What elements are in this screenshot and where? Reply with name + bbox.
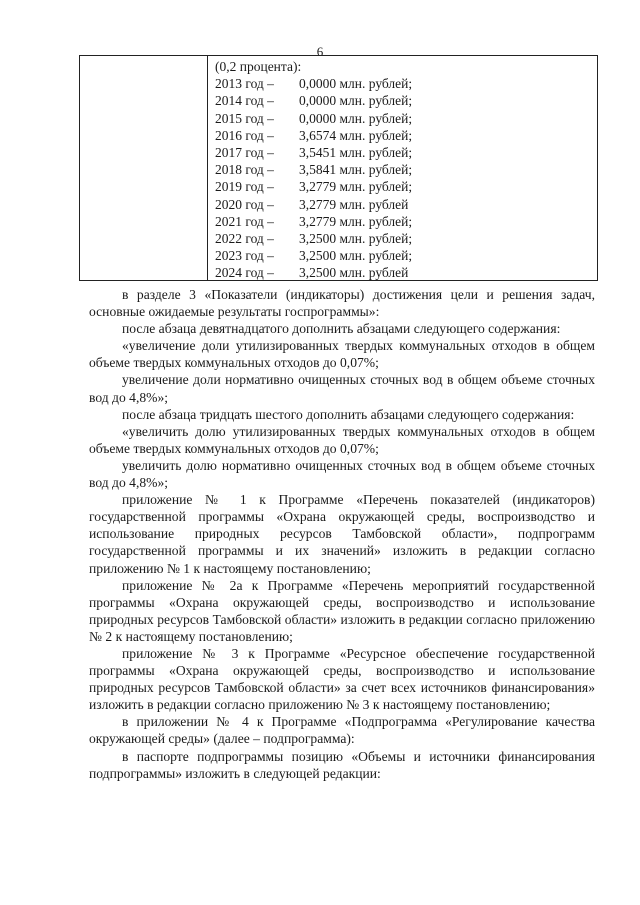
funding-row bbox=[215, 230, 412, 247]
funding-row-year: 2023 год – bbox=[215, 248, 274, 264]
funding-row-year: 2019 год – bbox=[215, 179, 274, 195]
body-paragraph: увеличить долю нормативно очищенных сточных вод в общем объеме сточных вод до 4,8%»; bbox=[89, 457, 595, 491]
table-column-divider bbox=[207, 56, 208, 280]
body-paragraph: в разделе 3 «Показатели (индикаторы) достижения цели и решения задач, основные ожидаемые результаты госпрограммы»: bbox=[89, 287, 595, 320]
funding-row-value: 3,2500 млн. рублей; bbox=[299, 248, 413, 264]
body-paragraph: увеличение доли нормативно очищенных сточных вод в общем объеме сточных вод до 4,8%»; bbox=[89, 372, 595, 405]
funding-row-year: 2013 год – bbox=[215, 76, 274, 92]
funding-row-year: 2020 год – bbox=[215, 196, 274, 212]
funding-table bbox=[79, 55, 598, 281]
funding-row bbox=[215, 247, 412, 264]
funding-row bbox=[215, 264, 412, 281]
funding-row-year: 2017 год – bbox=[215, 145, 274, 161]
page-number: 6 bbox=[316, 44, 324, 59]
document-body bbox=[89, 286, 595, 782]
body-paragraph: после абзаца тридцать шестого дополнить абзацами следующего содержания: bbox=[122, 406, 575, 422]
funding-row bbox=[215, 161, 412, 178]
body-paragraph: в приложении № 4 к Программе «Подпрограмма «Регулирование качества окружающей среды» (далее – подпрограмма): bbox=[89, 714, 595, 747]
funding-row-value: 3,2500 млн. рублей bbox=[299, 265, 409, 281]
body-paragraph: приложение № 2а к Программе «Перечень мероприятий государственной программы «Охрана окружающей среды, воспроизводство и использование природных ресурсов Тамбовской области» изложить в редакции согласно приложению № 2 к настоящему постановлению; bbox=[89, 577, 595, 644]
body-paragraph: «увеличить долю утилизированных твердых коммунальных отходов в общем объеме твердых коммунальных отходов до 0,07%; bbox=[89, 423, 595, 456]
funding-row-value: 3,2779 млн. рублей bbox=[299, 196, 409, 212]
funding-row bbox=[215, 144, 412, 161]
funding-row bbox=[215, 213, 412, 230]
funding-row-value: 0,0000 млн. рублей; bbox=[299, 93, 413, 109]
funding-row-value: 0,0000 млн. рублей; bbox=[299, 76, 413, 92]
funding-rows bbox=[215, 75, 412, 281]
funding-row-year: 2018 год – bbox=[215, 162, 274, 178]
funding-row-value: 0,0000 млн. рублей; bbox=[299, 110, 413, 126]
funding-row bbox=[215, 110, 412, 127]
body-paragraph: после абзаца девятнадцатого дополнить абзацами следующего содержания: bbox=[122, 321, 561, 337]
funding-row-value: 3,6574 млн. рублей; bbox=[299, 127, 413, 143]
table-header-line: (0,2 процента): bbox=[215, 59, 302, 74]
funding-row-value: 3,2779 млн. рублей; bbox=[299, 213, 413, 229]
body-paragraph: в паспорте подпрограммы позицию «Объемы и источники финансирования подпрограммы» изложить в следующей редакции: bbox=[89, 748, 595, 781]
funding-row-value: 3,5841 млн. рублей; bbox=[299, 162, 413, 178]
funding-row-value: 3,2779 млн. рублей; bbox=[299, 179, 413, 195]
funding-table-cell bbox=[215, 58, 412, 282]
funding-row-year: 2021 год – bbox=[215, 213, 274, 229]
funding-row-year: 2016 год – bbox=[215, 127, 274, 143]
funding-row bbox=[215, 196, 412, 213]
funding-row-value: 3,2500 млн. рублей; bbox=[299, 231, 413, 247]
funding-row-year: 2014 год – bbox=[215, 93, 274, 109]
funding-row bbox=[215, 178, 412, 195]
body-paragraph: «увеличение доли утилизированных твердых коммунальных отходов в общем объеме твердых коммунальных отходов до 0,07%; bbox=[89, 338, 595, 371]
body-paragraph: приложение № 1 к Программе «Перечень показателей (индикаторов) государственной программы «Охрана окружающей среды, воспроизводство и использование природных ресурсов Тамбовской области», подпрограмм государственной программы и их значений» изложить в редакции согласно приложению № 1 к настоящему постановлению; bbox=[89, 492, 595, 576]
funding-row-year: 2022 год – bbox=[215, 231, 274, 247]
funding-row-year: 2024 год – bbox=[215, 265, 274, 281]
funding-row bbox=[215, 92, 412, 109]
body-paragraph: приложение № 3 к Программе «Ресурсное обеспечение государственной программы «Охрана окружающей среды, воспроизводство и использование природных ресурсов Тамбовской области» за счет всех источников финансирования» изложить в редакции согласно приложению № 3 к настоящему постановлению; bbox=[89, 645, 595, 713]
funding-row-value: 3,5451 млн. рублей; bbox=[299, 145, 413, 161]
funding-row bbox=[215, 75, 412, 92]
funding-row bbox=[215, 127, 412, 144]
funding-row-year: 2015 год – bbox=[215, 110, 274, 126]
